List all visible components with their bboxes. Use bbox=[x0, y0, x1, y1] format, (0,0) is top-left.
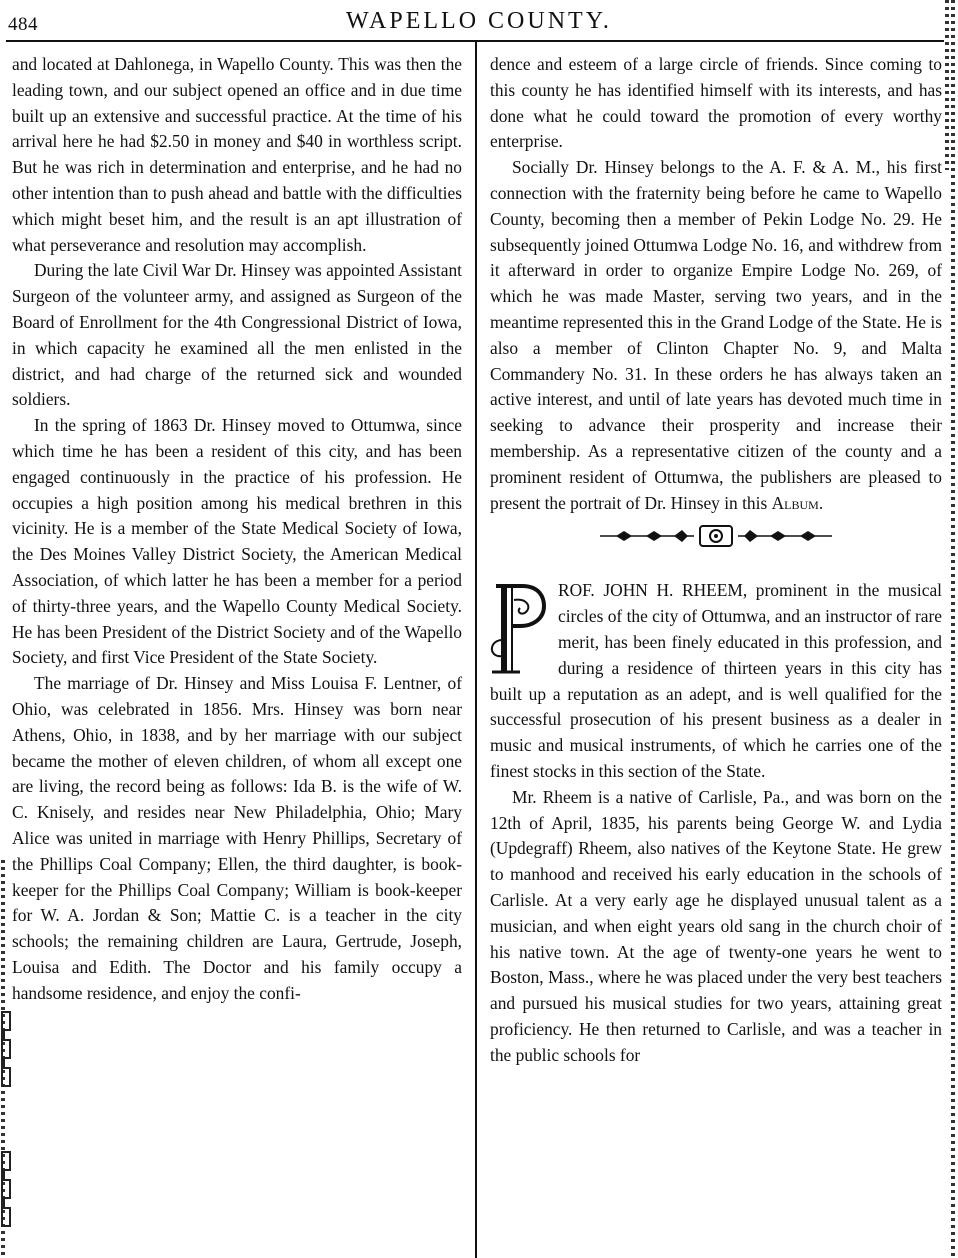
left-paragraph-4: The marriage of Dr. Hinsey and Miss Louisa F. Lentner, of Ohio, was celebrated in 1856. Mrs. Hinsey was born near Athens, Ohio, in 1838, and by her marriage with our subject became the mother of eleven children, of whom all except one are living, the record being as follows: Ida B. is the wife of W. C. Knisely, and resides near New Philadelphia, Ohio; Mary Alice was united in marriage with Henry Phillips, Secretary of the Phillips Coal Company; Ellen, the third daughter, is book-keeper for the Phillips Coal Company; William is book-keeper for W. A. Jordan & Son; Mattie C. is a teacher in the city schools; the remaining children are Laura, Gertrude, Joseph, Louisa and Edith. The Doctor and his family occupy a handsome residence, and enjoy the confi- bbox=[12, 673, 462, 1003]
right-paragraph-3 bbox=[490, 578, 942, 784]
album-word: Album. bbox=[771, 492, 824, 513]
dropcap-p-icon bbox=[486, 580, 548, 680]
left-paragraph-1: and located at Dahlonega, in Wapello County. This was then the leading town, and our subject opened an office and in due time built up an extensive and successful practice. At the time of his arrival here he had $2.50 in money and $40 in worthless script. But he was rich in determination and enterprise, and he had no other intention than to push ahead and battle with the difficulties which might beset him, and the result is an apt illustration of what perseverance and resolution may accomplish. bbox=[12, 54, 462, 255]
left-paragraph-3: In the spring of 1863 Dr. Hinsey moved to Ottumwa, since which time he has been a resident of this city, and has been engaged continuously in the practice of his profession. He occupies a high position among his medical brethren in this vicinity. He is a member of the State Medical Society of Iowa, the Des Moines Valley District Society, the American Medical Association, of which latter he has been a member for a period of thirty-three years, and the Wapello County Medical Society. He has been President of the District Society and of the Wapello Society, and first Vice President of the State Society. bbox=[12, 415, 462, 668]
right-paragraph-1: dence and esteem of a large circle of friends. Since coming to this county he has identified himself with its interests, and has done what he could toward the promotion of every worthy enterprise. bbox=[490, 54, 942, 152]
margin-ornament-icon-2 bbox=[0, 1150, 12, 1240]
section-divider-ornament-icon bbox=[596, 522, 836, 550]
column-divider bbox=[475, 41, 477, 1258]
rheem-intro-text: ROF. JOHN H. RHEEM, prominent in the musical circles of the city of Ottumwa, and an instructor of rare merit, has been finely educated in this profession, and during a residence of thirteen years in this city has built up a reputation as an adept, and is well qualified for the successful prosecution of his present business as a dealer in music and musical instruments, of which he carries one of the finest stocks in this section of the State. bbox=[490, 580, 942, 781]
right-edge-border bbox=[951, 0, 955, 1258]
right-paragraph-2-text: Socially Dr. Hinsey belongs to the A. F. & A. M., his first connection with the fraternity being before he came to Wapello County, becoming then a member of Pekin Lodge No. 29. He subsequently joined Ottumwa Lodge No. 16, and withdrew from it afterward in order to organize Empire Lodge No. 269, of which he was made Master, serving two years, and in the meantime represented this in the Grand Lodge of the State. He is also a member of Clinton Chapter No. 9, and Malta Commandery No. 31. In these orders he has always taken an active interest, and until of late years has devoted much time in seeking to advance their prosperity and increase their membership. As a representative citizen of the county and a prominent resident of Ottumwa, the publishers are pleased to present the portrait of Dr. Hinsey in this bbox=[490, 157, 942, 513]
left-column bbox=[12, 52, 462, 1006]
page-number: 484 bbox=[8, 14, 38, 35]
running-head: WAPELLO COUNTY. bbox=[346, 8, 612, 34]
margin-ornament-icon bbox=[0, 1010, 12, 1100]
right-edge-border-inner bbox=[945, 0, 949, 170]
right-paragraph-2 bbox=[490, 155, 942, 516]
right-column bbox=[490, 52, 942, 1068]
right-paragraph-4: Mr. Rheem is a native of Carlisle, Pa., and was born on the 12th of April, 1835, his parents being George W. and Lydia (Updegraff) Rheem, also natives of the Keytone State. He grew to manhood and received his early education in the schools of Carlisle. At a very early age he displayed unusual talent as a musician, and when eight years old sang in the church choir of his native town. At the age of twenty-one years he went to Boston, Mass., where he was placed under the very best teachers and pursued his musical studies for two years, attaining great proficiency. He then returned to Carlisle, and was a teacher in the public schools for bbox=[490, 786, 942, 1065]
rheem-section bbox=[490, 578, 942, 784]
left-paragraph-2: During the late Civil War Dr. Hinsey was appointed Assistant Surgeon of the volunteer army, and assigned as Surgeon of the Board of Enrollment for the 4th Congressional District of Iowa, in which capacity he examined all the men enlisted in the district, and had charge of the returned sick and wounded soldiers. bbox=[12, 260, 462, 410]
